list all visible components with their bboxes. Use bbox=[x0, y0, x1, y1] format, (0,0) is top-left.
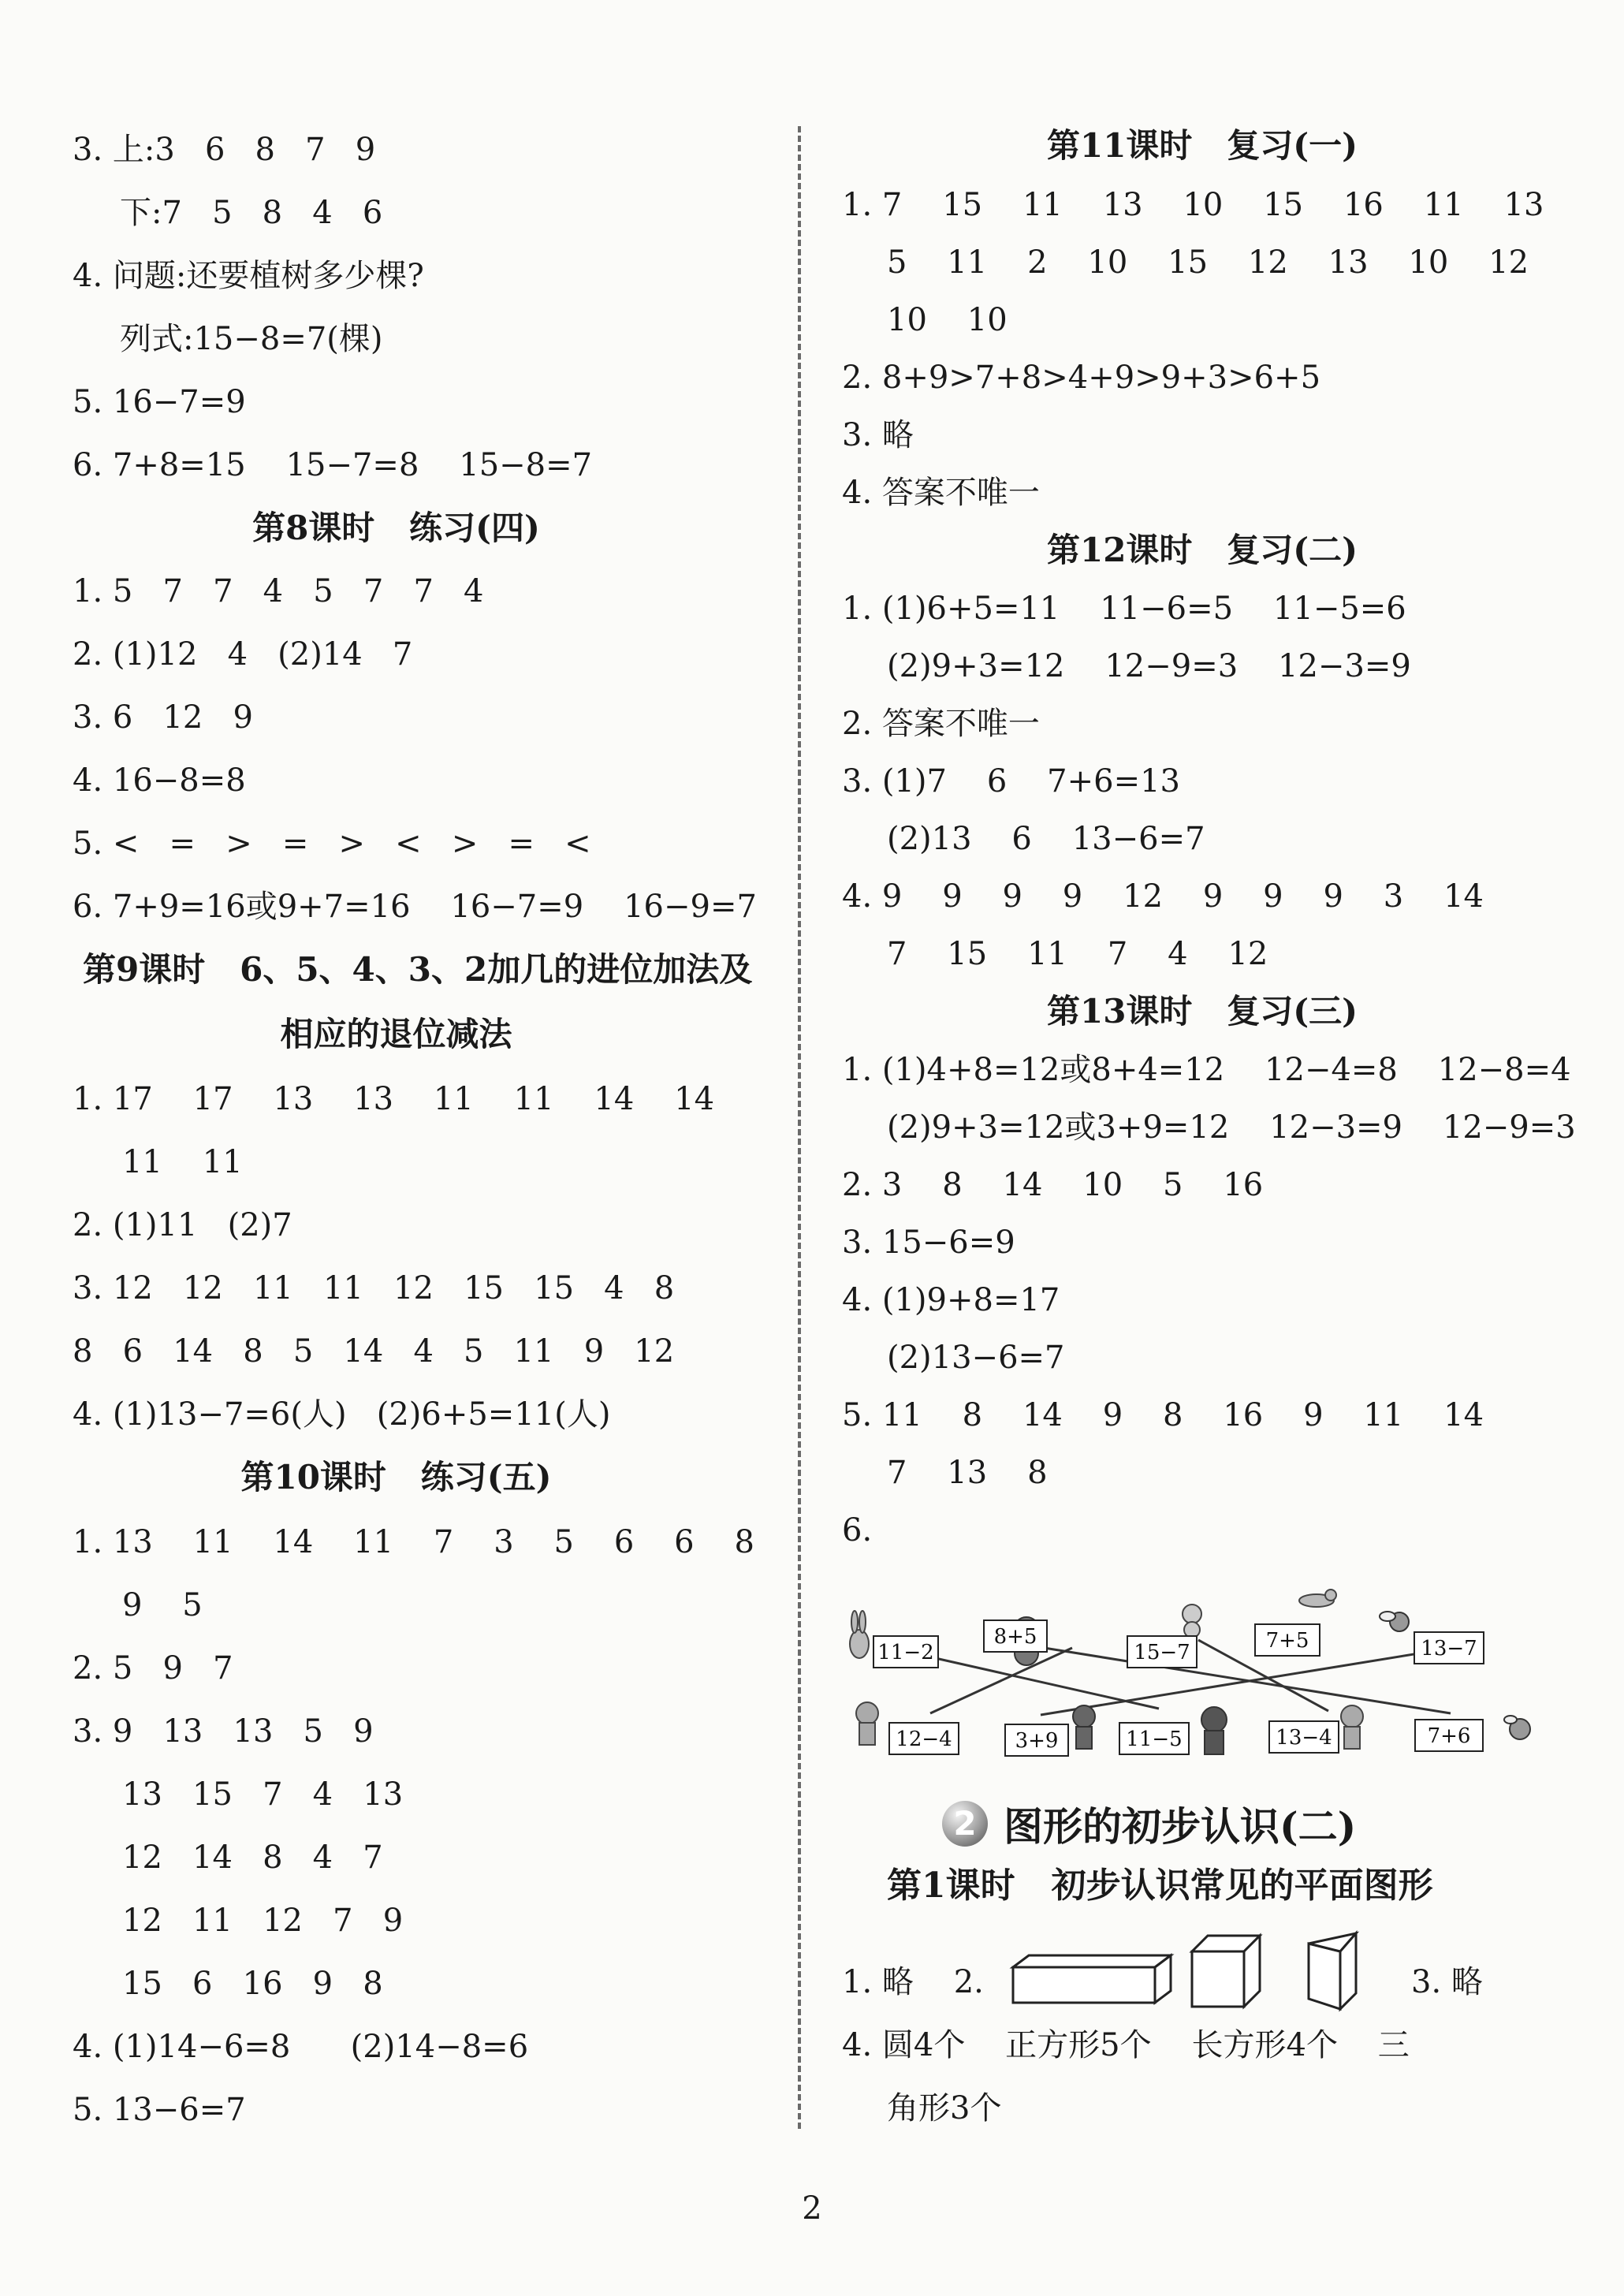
answer-line: 3. 略 bbox=[1411, 1964, 1483, 2000]
answer-line: 2. 8+9>7+8>4+9>9+3>6+5 bbox=[842, 360, 1321, 396]
lesson-heading: 第8课时 练习(四) bbox=[252, 509, 540, 547]
answer-line: 4. 9 9 9 9 12 9 9 9 3 14 bbox=[842, 878, 1484, 915]
answer-line: 3. 15−6=9 bbox=[842, 1224, 1015, 1261]
answer-line: 13 15 7 4 13 bbox=[122, 1776, 404, 1813]
answer-line: 1. 17 17 13 13 11 11 14 14 bbox=[73, 1081, 715, 1117]
answer-line: 8 6 14 8 5 14 4 5 11 9 12 bbox=[73, 1333, 675, 1370]
answer-line: 3. (1)7 6 7+6=13 bbox=[842, 763, 1180, 800]
answer-line: 11 11 bbox=[122, 1144, 243, 1180]
column-divider bbox=[798, 126, 801, 2129]
lesson-heading: 第13课时 复习(三) bbox=[1046, 992, 1358, 1031]
matching-figure bbox=[844, 1581, 1537, 1778]
answer-line: 3. 上:3 6 8 7 9 bbox=[73, 132, 376, 168]
answer-line: (2)9+3=12 12−9=3 12−3=9 bbox=[887, 648, 1411, 684]
answer-line: 1. 7 15 11 13 10 15 16 11 13 bbox=[842, 187, 1544, 223]
match-bottom-expr: 13−4 bbox=[1276, 1726, 1332, 1750]
lesson-heading: 相应的退位减法 bbox=[280, 1015, 512, 1053]
lesson-heading: 第11课时 复习(一) bbox=[1046, 126, 1358, 165]
match-top-expr: 13−7 bbox=[1421, 1637, 1477, 1660]
answer-line: 15 6 16 9 8 bbox=[122, 1966, 383, 2002]
solid-shapes-figure bbox=[1009, 1924, 1395, 2018]
answer-line: (2)13−6=7 bbox=[887, 1340, 1065, 1376]
answer-line: 6. 7+9=16或9+7=16 16−7=9 16−9=7 bbox=[73, 889, 757, 925]
answer-line: 5. 16−7=9 bbox=[73, 384, 246, 420]
fox-icon bbox=[856, 1702, 878, 1745]
answer-line: 9 5 bbox=[122, 1587, 203, 1623]
answer-line: 1. 略 2. bbox=[842, 1964, 984, 2000]
match-line-15-7 bbox=[930, 1648, 1072, 1713]
answer-line: 2. 答案不唯一 bbox=[842, 706, 1040, 742]
answer-line: 角形3个 bbox=[887, 2090, 1002, 2126]
answer-line: 1. (1)4+8=12或8+4=12 12−4=8 12−8=4 bbox=[842, 1052, 1571, 1088]
cube-icon bbox=[1192, 1936, 1260, 2007]
answer-line: 3. 6 12 9 bbox=[73, 699, 253, 736]
answer-line: 2. (1)11 (2)7 bbox=[73, 1207, 292, 1243]
answer-line: 3. 9 13 13 5 9 bbox=[73, 1713, 374, 1750]
answer-line: 2. 3 8 14 10 5 16 bbox=[842, 1167, 1264, 1203]
answer-line: 2. 5 9 7 bbox=[73, 1650, 233, 1687]
cat-icon bbox=[1183, 1605, 1201, 1638]
answer-line: 5. 11 8 14 9 8 16 9 11 14 bbox=[842, 1397, 1484, 1433]
answer-line: 5. < = > = > < > = < bbox=[73, 826, 591, 862]
answer-line: 4. 圆4个 正方形5个 长方形4个 三 bbox=[842, 2027, 1410, 2063]
answer-line: (2)9+3=12或3+9=12 12−3=9 12−9=3 bbox=[887, 1109, 1576, 1146]
answer-line: 4. (1)9+8=17 bbox=[842, 1282, 1060, 1318]
answer-line: 7 13 8 bbox=[887, 1455, 1048, 1491]
answer-line: 6. bbox=[842, 1512, 873, 1549]
answer-line: 12 11 12 7 9 bbox=[122, 1903, 404, 1939]
lesson-heading: 第9课时 6、5、4、3、2加几的进位加法及 bbox=[83, 950, 753, 989]
match-bottom-expr: 11−5 bbox=[1126, 1728, 1183, 1751]
answer-line: 下:7 5 8 4 6 bbox=[120, 195, 383, 231]
answer-line: 10 10 bbox=[887, 302, 1008, 338]
answer-line: 12 14 8 4 7 bbox=[122, 1839, 383, 1876]
lesson-heading: 第1课时 初步认识常见的平面图形 bbox=[887, 1866, 1433, 1906]
bunny-icon bbox=[850, 1611, 869, 1658]
match-top-expr: 15−7 bbox=[1134, 1641, 1190, 1664]
page-number: 2 bbox=[802, 2190, 822, 2227]
tiger-icon bbox=[1341, 1705, 1363, 1749]
dog-icon bbox=[1073, 1705, 1095, 1749]
answer-line: 3. 略 bbox=[842, 417, 914, 453]
answer-line: 5 11 2 10 15 12 13 10 12 bbox=[887, 244, 1529, 281]
bee-icon bbox=[1380, 1612, 1409, 1631]
lesson-heading: 第10课时 练习(五) bbox=[240, 1458, 552, 1496]
match-top-expr: 7+5 bbox=[1265, 1629, 1309, 1653]
answer-line: 4. 问题:还要植树多少棵? bbox=[73, 258, 424, 294]
prism-icon bbox=[1309, 1933, 1356, 2009]
chapter-number-badge: 2 bbox=[942, 1801, 988, 1847]
answer-line: 7 15 11 7 4 12 bbox=[887, 936, 1268, 972]
bee-icon bbox=[1504, 1716, 1530, 1739]
chapter-heading bbox=[942, 1796, 1356, 1851]
answer-line: 4. (1)13−7=6(人) (2)6+5=11(人) bbox=[73, 1396, 611, 1433]
lesson-heading: 第12课时 复习(二) bbox=[1046, 531, 1358, 569]
chapter-title: 图形的初步认识(二) bbox=[1004, 1803, 1357, 1850]
match-top-expr: 8+5 bbox=[993, 1625, 1037, 1649]
answer-line: 4. 答案不唯一 bbox=[842, 475, 1040, 511]
answer-line: (2)13 6 13−6=7 bbox=[887, 821, 1205, 857]
answer-line: 4. 16−8=8 bbox=[73, 762, 246, 799]
answer-line: 2. (1)12 4 (2)14 7 bbox=[73, 636, 413, 673]
answer-line: 1. (1)6+5=11 11−6=5 11−5=6 bbox=[842, 591, 1406, 627]
answer-line: 5. 13−6=7 bbox=[73, 2092, 246, 2128]
answer-line: 6. 7+8=15 15−7=8 15−8=7 bbox=[73, 447, 593, 483]
match-bottom-expr: 12−4 bbox=[896, 1728, 952, 1751]
squirrel-icon bbox=[1299, 1590, 1336, 1607]
answer-line: 1. 5 7 7 4 5 7 7 4 bbox=[73, 573, 484, 609]
answer-line: 1. 13 11 14 11 7 3 5 6 6 8 bbox=[73, 1524, 754, 1560]
answer-line: 3. 12 12 11 11 12 15 15 4 8 bbox=[73, 1270, 675, 1306]
answer-line: 列式:15−8=7(棵) bbox=[120, 321, 383, 357]
match-bottom-expr: 7+6 bbox=[1427, 1724, 1471, 1748]
match-bottom-expr: 3+9 bbox=[1015, 1729, 1059, 1753]
match-top-expr: 11−2 bbox=[877, 1641, 934, 1664]
wolf-icon bbox=[1201, 1707, 1227, 1754]
answer-line: 4. (1)14−6=8 (2)14−8=6 bbox=[73, 2029, 529, 2065]
cuboid-icon bbox=[1013, 1955, 1171, 2003]
